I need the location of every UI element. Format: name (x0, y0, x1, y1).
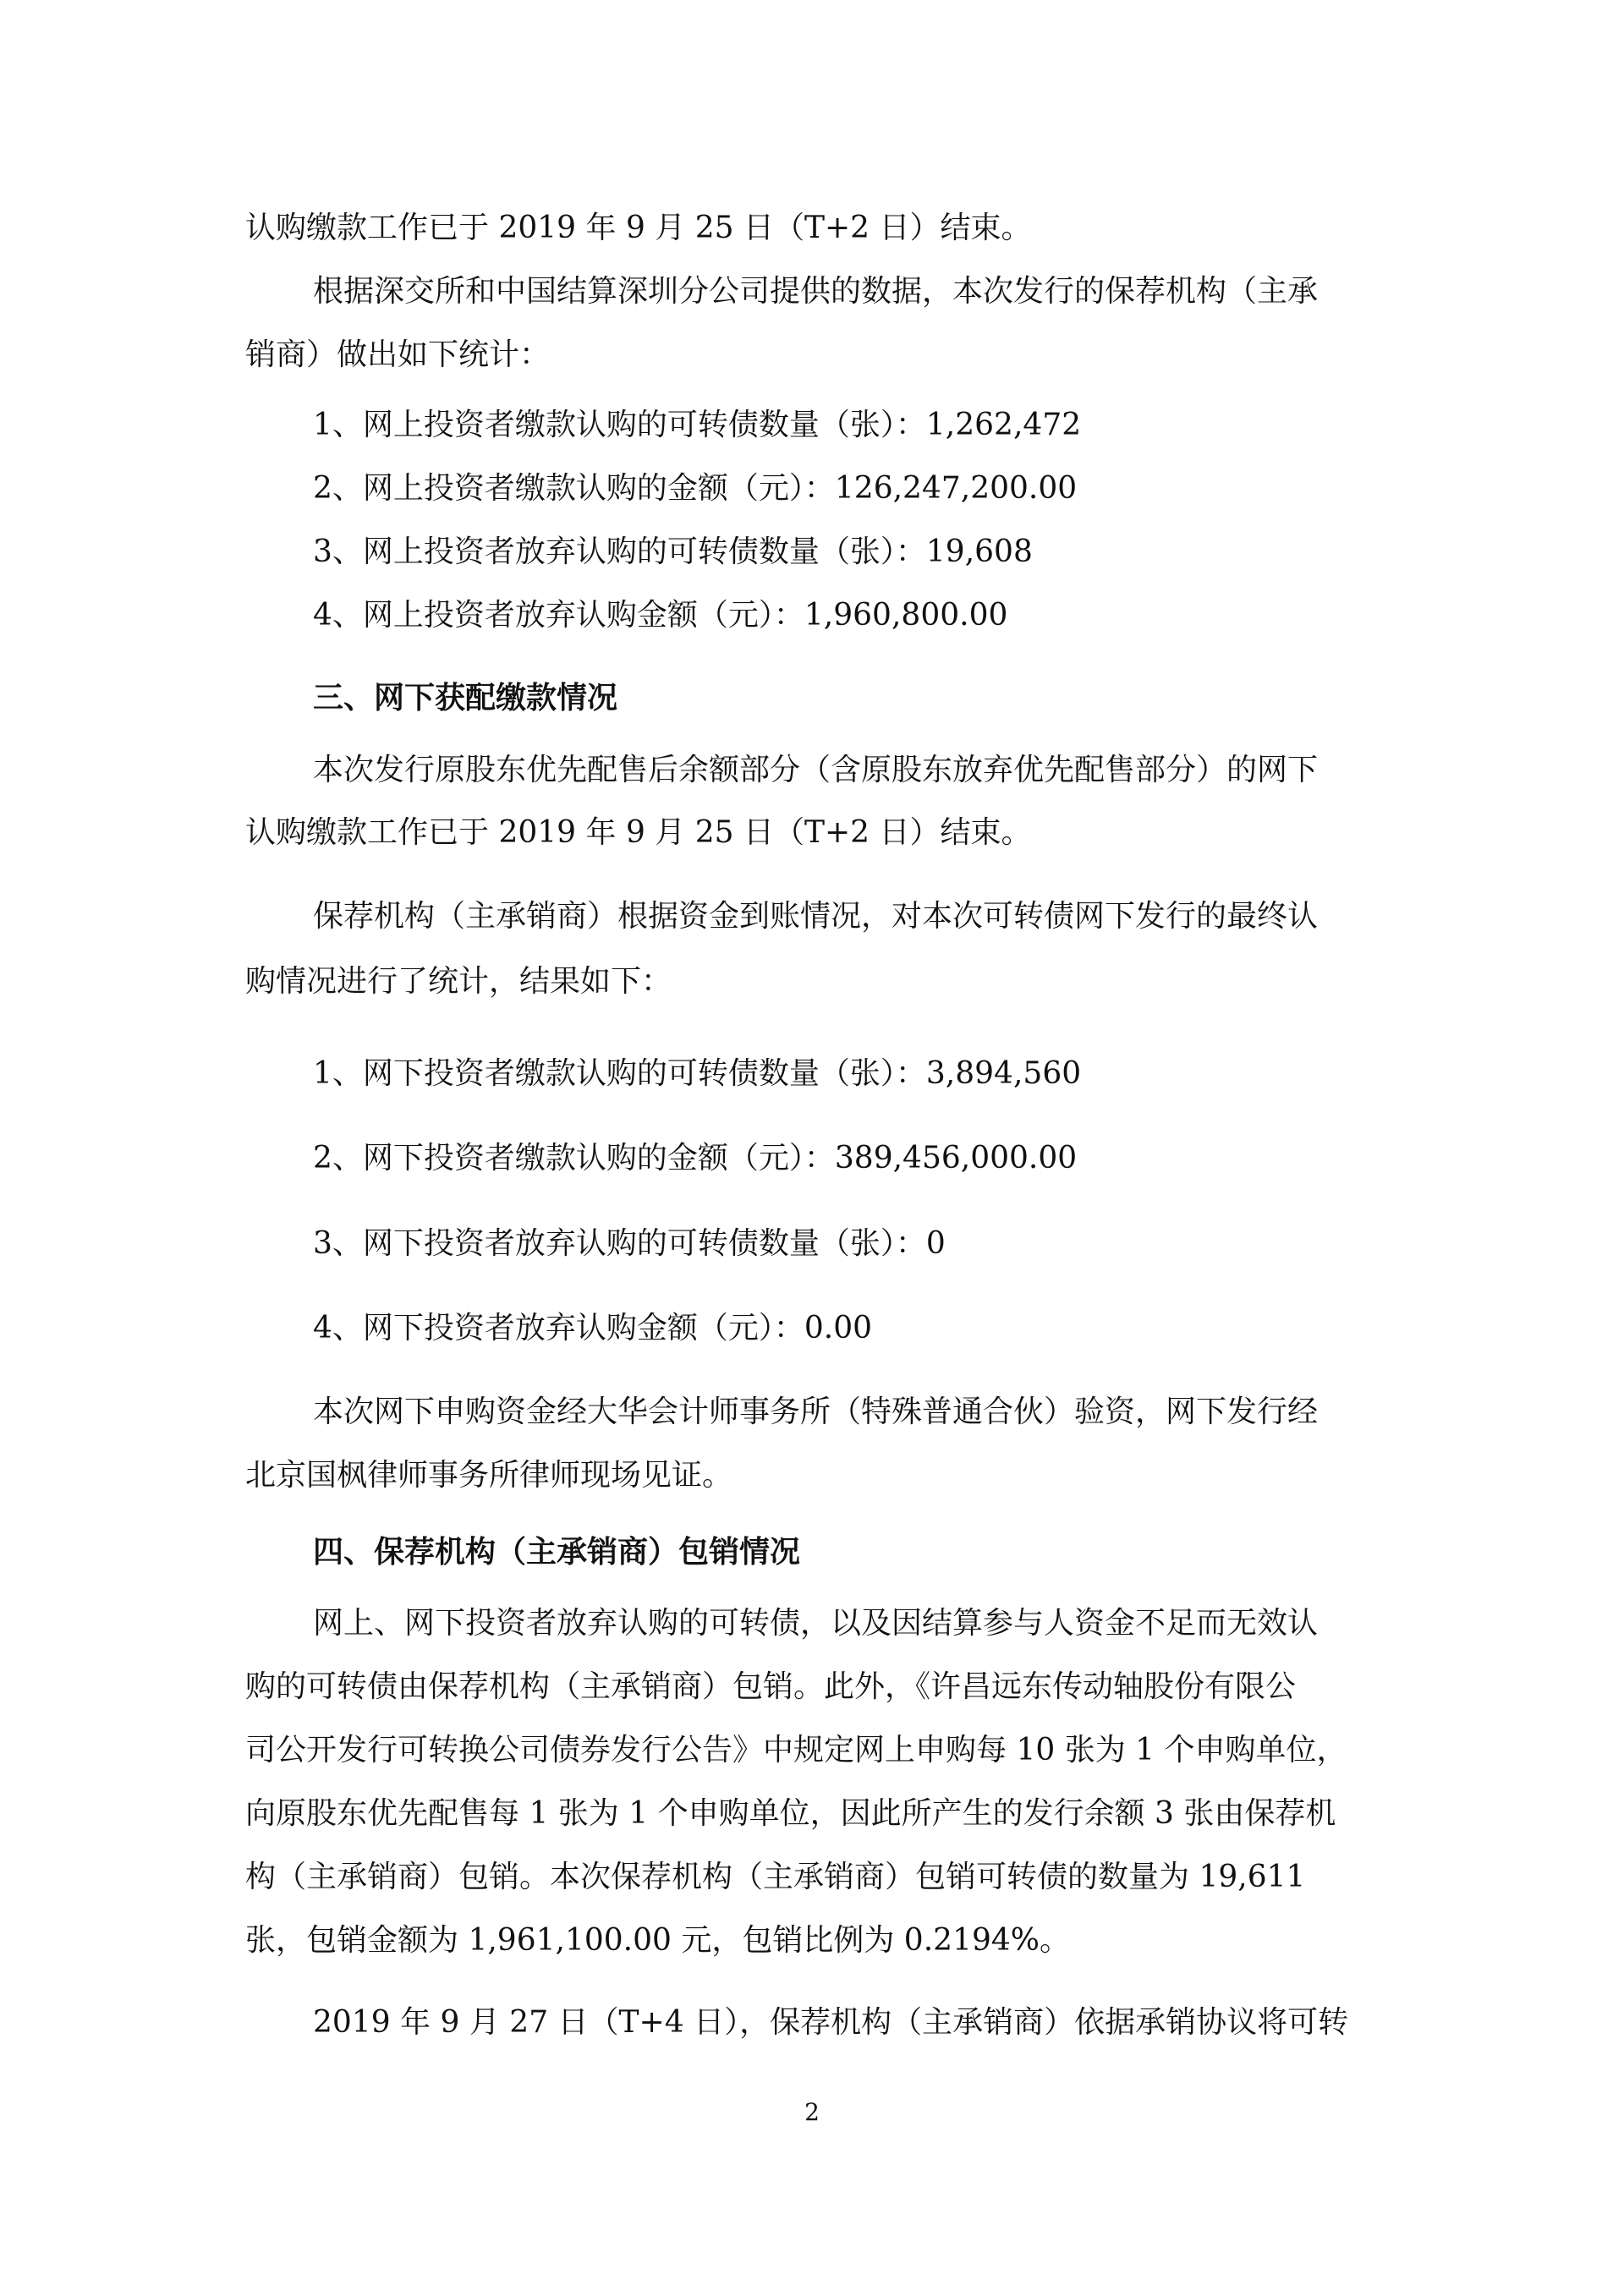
paragraph-line: 本次发行原股东优先配售后余额部分（含原股东放弃优先配售部分）的网下 (313, 753, 1319, 787)
paragraph-line: 2019 年 9 月 27 日（T+4 日），保荐机构（主承销商）依据承销协议将可转 (313, 2005, 1349, 2040)
paragraph-line: 认购缴款工作已于 2019 年 9 月 25 日（T+2 日）结束。 (245, 815, 1032, 850)
list-item: 4、网上投资者放弃认购金额（元）：1,960,800.00 (313, 598, 1008, 633)
list-item: 4、网下投资者放弃认购金额（元）：0.00 (313, 1311, 873, 1345)
paragraph-line: 根据深交所和中国结算深圳分公司提供的数据，本次发行的保荐机构（主承 (313, 274, 1319, 309)
list-item: 3、网上投资者放弃认购的可转债数量（张）：19,608 (313, 534, 1033, 569)
paragraph-line: 司公开发行可转换公司债券发行公告》中规定网上申购每 10 张为 1 个申购单位， (245, 1733, 1347, 1767)
list-item: 1、网下投资者缴款认购的可转债数量（张）：3,894,560 (313, 1056, 1082, 1091)
paragraph-line: 向原股东优先配售每 1 张为 1 个申购单位，因此所产生的发行余额 3 张由保荐机 (245, 1796, 1336, 1831)
list-item: 2、网下投资者缴款认购的金额（元）：389,456,000.00 (313, 1141, 1078, 1175)
paragraph-line: 购情况进行了统计，结果如下： (245, 964, 672, 999)
paragraph-line: 北京国枫律师事务所律师现场见证。 (245, 1458, 733, 1493)
list-item: 2、网上投资者缴款认购的金额（元）：126,247,200.00 (313, 471, 1078, 506)
paragraph-line: 本次网下申购资金经大华会计师事务所（特殊普通合伙）验资，网下发行经 (313, 1395, 1319, 1429)
paragraph-line: 购的可转债由保荐机构（主承销商）包销。此外，《许昌远东传动轴股份有限公 (245, 1669, 1297, 1704)
list-item: 3、网下投资者放弃认购的可转债数量（张）：0 (313, 1226, 946, 1261)
section-heading: 四、保荐机构（主承销商）包销情况 (313, 1534, 801, 1570)
paragraph-line: 张，包销金额为 1,961,100.00 元，包销比例为 0.2194%。 (245, 1923, 1070, 1958)
paragraph-line: 保荐机构（主承销商）根据资金到账情况，对本次可转债网下发行的最终认 (313, 899, 1319, 934)
page-number: 2 (804, 2098, 820, 2126)
section-heading: 三、网下获配缴款情况 (313, 680, 618, 715)
paragraph-line: 网上、网下投资者放弃认购的可转债，以及因结算参与人资金不足而无效认 (313, 1606, 1319, 1641)
paragraph-line: 构（主承销商）包销。本次保荐机构（主承销商）包销可转债的数量为 19,611 (245, 1860, 1306, 1894)
list-item: 1、网上投资者缴款认购的可转债数量（张）：1,262,472 (313, 408, 1082, 442)
paragraph-line: 销商）做出如下统计： (245, 337, 551, 372)
paragraph-line: 认购缴款工作已于 2019 年 9 月 25 日（T+2 日）结束。 (245, 211, 1032, 245)
